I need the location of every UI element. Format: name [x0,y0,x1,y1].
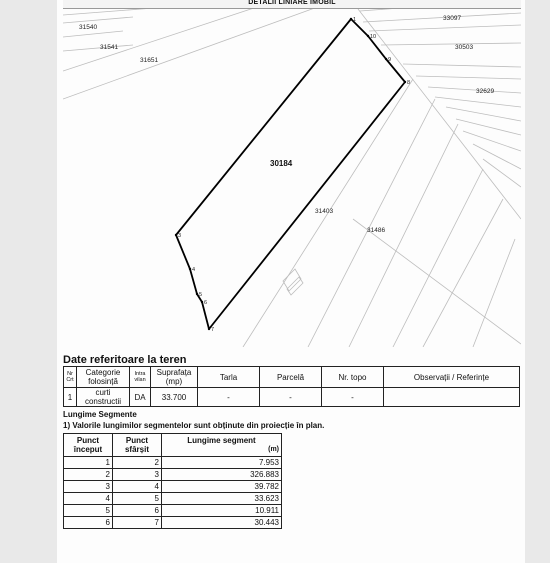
segment-end: 3 [113,469,162,481]
vertex-label: 7 [211,327,215,333]
segment-row [64,469,282,481]
neighbor-boundaries [243,9,521,347]
segment-start: 4 [64,493,113,505]
header-nr-topo: Nr. topo [322,367,384,388]
vertex-label: 4 [192,267,196,273]
segment-length: 10.911 [162,505,282,517]
segment-length: 326.883 [162,469,282,481]
vertex-layer [175,17,410,333]
vertex-label: 9 [388,57,392,63]
cell-tarla: - [198,388,260,407]
header-nr-crt: Nr Crt [64,367,77,388]
segment-row [64,481,282,493]
segment-end: 7 [113,517,162,529]
teren-data-row [64,388,520,407]
vertex-label: 8 [407,80,411,86]
vertex-point [196,293,198,295]
vertex-label: 1 [353,17,357,23]
neighbor-parcel-label: 31403 [315,208,334,215]
header-start: Punct început [64,434,113,457]
segment-length: 30.443 [162,517,282,529]
teren-header-row [64,367,520,388]
cell-nr-topo: - [322,388,384,407]
cell-intravilan: DA [130,388,151,407]
segment-row [64,505,282,517]
segments-subtitle: 1) Valorile lungimilor segmentelor sunt obținute din proiecție în plan. [63,421,325,430]
segment-end: 5 [113,493,162,505]
cell-suprafata: 33.700 [151,388,198,407]
segment-row [64,457,282,469]
neighbor-parcel-label: 31541 [100,44,119,51]
segment-end: 4 [113,481,162,493]
segments-title: Lungime Segmente [63,410,137,419]
vertex-point [208,328,210,330]
vertex-point [367,35,369,37]
left-hatch-lines [63,9,323,99]
neighbor-parcel-label: 31540 [79,24,98,31]
parcel-boundary [176,19,405,329]
neighbor-layer [79,15,494,234]
cadastral-map-svg [63,9,521,347]
vertex-label: 10 [370,34,377,40]
cell-categorie: curti constructii [77,388,130,407]
header-categorie: Categorie folosință [77,367,130,388]
neighbor-parcel-label: 30503 [455,44,474,51]
cadastral-map [63,9,521,347]
segment-start: 5 [64,505,113,517]
vertex-point [350,18,352,20]
segment-length: 33.623 [162,493,282,505]
segment-length: 39.782 [162,481,282,493]
segment-start: 3 [64,481,113,493]
header-suprafata: Suprafața (mp) [151,367,198,388]
cell-nr-crt: 1 [64,388,77,407]
neighbor-parcel-label: 32629 [476,88,495,95]
header-intravilan: Intra vilan [130,367,151,388]
vertex-label: 5 [199,292,203,298]
neighbor-parcel-label: 31651 [140,57,159,64]
vertex-point [404,81,406,83]
header-observatii: Observații / Referințe [384,367,520,388]
parcel-id-label: 30184 [270,159,293,168]
segment-start: 1 [64,457,113,469]
header-length-label: Lungime segment [187,436,256,445]
vertex-label: 6 [204,300,208,306]
teren-table [63,366,520,407]
segment-end: 2 [113,457,162,469]
cell-observatii [384,388,520,407]
segment-row [64,517,282,529]
segment-end: 6 [113,505,162,517]
segment-start: 2 [64,469,113,481]
map-header [63,0,521,9]
segment-row [64,493,282,505]
vertex-point [175,234,177,236]
header-length-unit: (m) [268,446,279,453]
vertex-point [189,268,191,270]
map-title: DETALII LINIARE IMOBIL [248,0,336,6]
neighbor-parcel-label: 31486 [367,227,386,234]
neighbor-parcel-label: 33097 [443,15,462,22]
cell-parcela: - [260,388,322,407]
segment-length: 7.953 [162,457,282,469]
segments-table [63,433,282,529]
segment-start: 6 [64,517,113,529]
header-tarla: Tarla [198,367,260,388]
header-end: Punct sfârșit [113,434,162,457]
vertex-point [385,58,387,60]
vertex-point [201,301,203,303]
segments-header-row [64,434,282,457]
header-length [162,434,282,457]
vertex-label: 3 [178,233,182,239]
teren-section-title: Date referitoare la teren [63,354,187,366]
header-parcela: Parcelă [260,367,322,388]
